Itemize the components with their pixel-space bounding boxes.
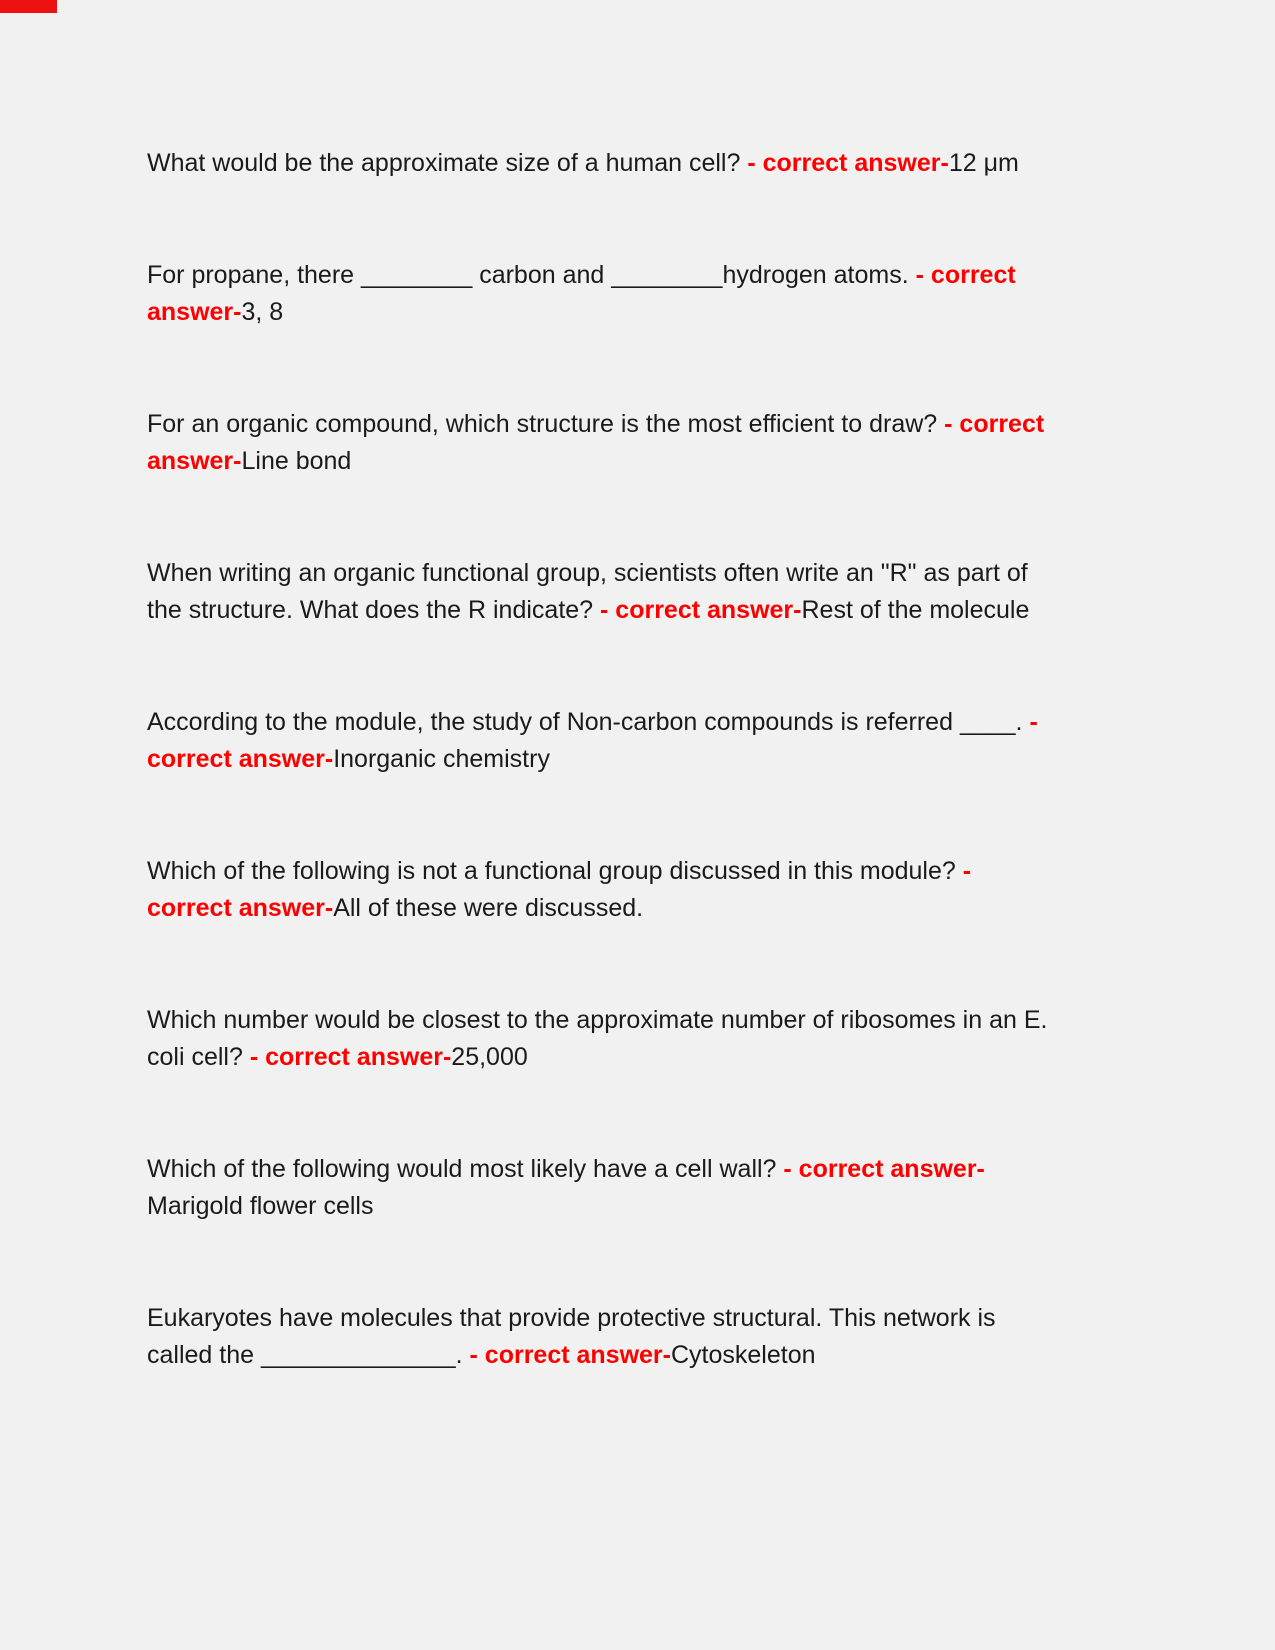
question-answer-text: Cytoskeleton bbox=[670, 1341, 816, 1369]
question-answer-text: According to the module, the study of Non-carbon compounds is referred ____. bbox=[147, 708, 1030, 736]
question-answer-text: coli cell? bbox=[147, 1043, 250, 1071]
qa-item bbox=[147, 1151, 1155, 1225]
correct-answer-marker: - bbox=[962, 857, 972, 885]
correct-answer-marker: - correct answer- bbox=[783, 1155, 985, 1183]
red-corner-marker bbox=[0, 0, 57, 13]
question-answer-text: 25,000 bbox=[451, 1043, 528, 1071]
qa-line bbox=[147, 443, 1155, 480]
question-answer-text: called the ______________. bbox=[147, 1341, 470, 1369]
correct-answer-marker: - correct answer- bbox=[600, 596, 802, 624]
question-answer-text: For propane, there ________ carbon and ________hydrogen atoms. bbox=[147, 261, 916, 289]
qa-item bbox=[147, 257, 1155, 331]
correct-answer-marker: - correct answer- bbox=[469, 1341, 671, 1369]
question-answer-text: Which of the following is not a functional group discussed in this module? bbox=[147, 857, 963, 885]
qa-line bbox=[147, 1337, 1155, 1374]
correct-answer-marker: - correct answer- bbox=[249, 1043, 452, 1071]
correct-answer-marker: answer- bbox=[147, 447, 242, 475]
correct-answer-marker: correct answer- bbox=[147, 894, 334, 922]
qa-item bbox=[147, 704, 1155, 778]
qa-line bbox=[147, 1300, 1155, 1337]
correct-answer-marker: - correct bbox=[915, 261, 1016, 289]
qa-item bbox=[147, 853, 1155, 927]
correct-answer-marker: answer- bbox=[147, 298, 242, 326]
correct-answer-marker: - correct answer- bbox=[747, 149, 949, 177]
qa-item bbox=[147, 406, 1155, 480]
qa-line bbox=[147, 257, 1155, 294]
correct-answer-marker: - correct bbox=[944, 410, 1045, 438]
qa-line bbox=[147, 1151, 1155, 1188]
qa-line bbox=[147, 555, 1155, 592]
question-answer-text: 3, 8 bbox=[241, 298, 284, 326]
question-answer-text: Marigold flower cells bbox=[147, 1192, 374, 1220]
qa-line bbox=[147, 592, 1155, 629]
correct-answer-marker: correct answer- bbox=[147, 745, 334, 773]
qa-item bbox=[147, 1002, 1155, 1076]
correct-answer-marker: - bbox=[1029, 708, 1038, 736]
question-answer-text: For an organic compound, which structure is the most efficient to draw? bbox=[147, 410, 945, 438]
qa-line bbox=[147, 890, 1155, 927]
question-answer-text: When writing an organic functional group, scientists often write an "R" as part of bbox=[147, 559, 1028, 587]
question-answer-text: Which of the following would most likely have a cell wall? bbox=[147, 1155, 784, 1183]
qa-line bbox=[147, 294, 1155, 331]
question-answer-text: 12 μm bbox=[948, 149, 1019, 177]
question-answer-text: Line bond bbox=[241, 447, 352, 475]
qa-line bbox=[147, 1188, 1155, 1225]
qa-line bbox=[147, 1039, 1155, 1076]
question-answer-text: Which number would be closest to the approximate number of ribosomes in an E. bbox=[147, 1006, 1048, 1034]
question-answer-text: What would be the approximate size of a human cell? bbox=[147, 149, 748, 177]
qa-line bbox=[147, 145, 1155, 182]
qa-line bbox=[147, 704, 1155, 741]
qa-line bbox=[147, 406, 1155, 443]
qa-list bbox=[147, 145, 1155, 1374]
qa-line bbox=[147, 1002, 1155, 1039]
qa-line bbox=[147, 853, 1155, 890]
question-answer-text: All of these were discussed. bbox=[333, 894, 644, 922]
question-answer-text: Rest of the molecule bbox=[801, 596, 1030, 624]
question-answer-text: Inorganic chemistry bbox=[333, 745, 550, 773]
qa-line bbox=[147, 741, 1155, 778]
qa-item bbox=[147, 555, 1155, 629]
qa-item bbox=[147, 1300, 1155, 1374]
qa-item bbox=[147, 145, 1155, 182]
question-answer-text: Eukaryotes have molecules that provide protective structural. This network is bbox=[147, 1304, 996, 1332]
question-answer-text: the structure. What does the R indicate? bbox=[147, 596, 601, 624]
